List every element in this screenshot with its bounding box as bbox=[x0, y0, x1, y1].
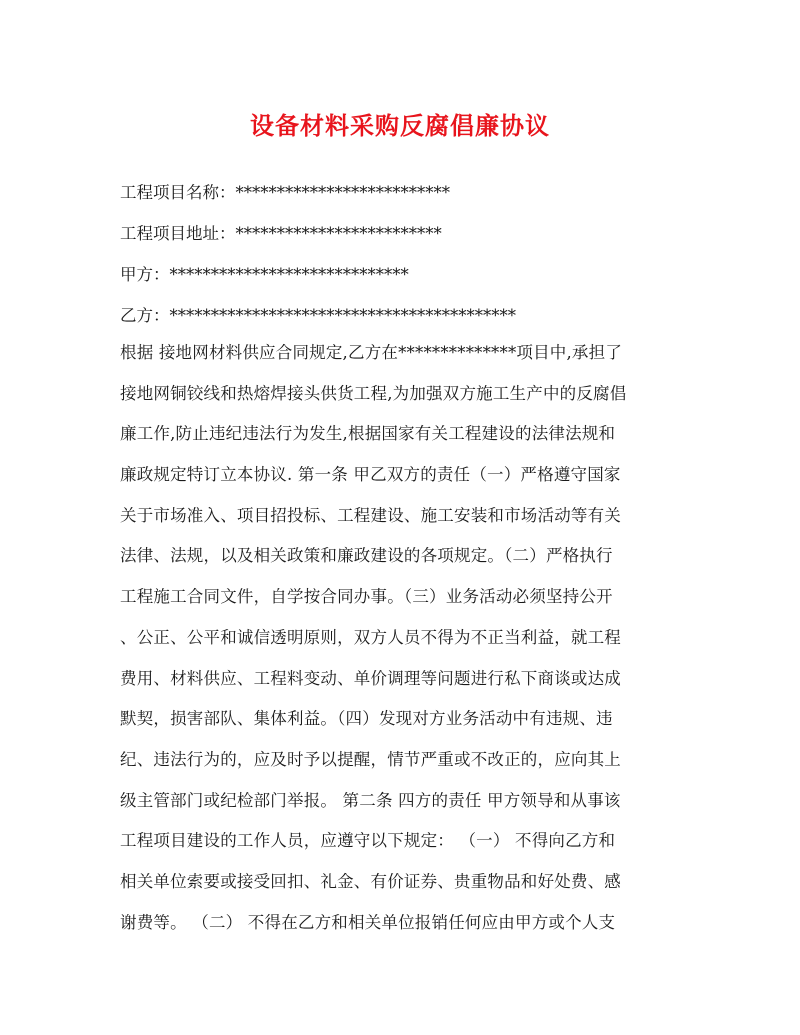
field-project-address bbox=[120, 221, 700, 262]
project-fields bbox=[120, 180, 700, 344]
body-line: 廉工作,防止违纪违法行为发生,根据国家有关工程建设的法律法规和 bbox=[120, 424, 616, 444]
field-value: ************************* bbox=[235, 224, 442, 243]
body-line: 费用、材料供应、工程料变动、单价调理等问题进行私下商谈或达成 bbox=[120, 668, 621, 688]
body-line: 相关单位索要或接受回扣、礼金、有价证券、贵重物品和好处费、感 bbox=[120, 871, 621, 891]
body-line: 默契，损害部队、集体利益。（四）发现对方业务活动中有违规、违 bbox=[120, 709, 613, 729]
field-party-b bbox=[120, 303, 700, 344]
body-line: 、公正、公平和诚信透明原则，双方人员不得为不正当利益，就工程 bbox=[120, 627, 621, 647]
body-line: 廉政规定特订立本协议. 第一条 甲乙双方的责任（一）严格遵守国家 bbox=[120, 465, 621, 485]
body-line: 接地网铜铰线和热熔焊接头供货工程,为加强双方施工生产中的反腐倡 bbox=[120, 383, 627, 403]
body-line: 关于市场准入、项目招投标、工程建设、施工安装和市场活动等有关 bbox=[120, 505, 621, 525]
field-value: ************************** bbox=[235, 183, 450, 202]
document-title: 设备材料采购反腐倡廉协议 bbox=[250, 111, 550, 140]
agreement-body bbox=[120, 340, 680, 950]
field-project-name bbox=[120, 180, 700, 221]
field-value: ***************************** bbox=[169, 265, 409, 284]
body-line: 纪、违法行为的，应及时予以提醒，情节严重或不改正的，应向其上 bbox=[120, 749, 621, 769]
body-line: 法律、法规，以及相关政策和廉政建设的各项规定。（二）严格执行 bbox=[120, 546, 613, 566]
field-label: 工程项目地址： bbox=[120, 224, 236, 243]
field-party-a bbox=[120, 262, 700, 303]
body-line: 根据 接地网材料供应合同规定,乙方在**************项目中,承担了 bbox=[120, 343, 623, 362]
body-line: 级主管部门或纪检部门举报。 第二条 四方的责任 甲方领导和从事该 bbox=[120, 790, 621, 810]
body-line: 工程施工合同文件，自学按合同办事。（三）业务活动必须坚持公开 bbox=[120, 587, 613, 607]
field-label: 乙方： bbox=[120, 306, 170, 325]
field-value: ****************************************** bbox=[169, 306, 516, 325]
body-line: 谢费等。 （二） 不得在乙方和相关单位报销任何应由甲方或个人支 bbox=[120, 912, 616, 932]
body-line: 工程项目建设的工作人员，应遵守以下规定： （一） 不得向乙方和 bbox=[120, 831, 616, 851]
field-label: 甲方： bbox=[120, 265, 170, 284]
field-label: 工程项目名称： bbox=[120, 183, 236, 202]
